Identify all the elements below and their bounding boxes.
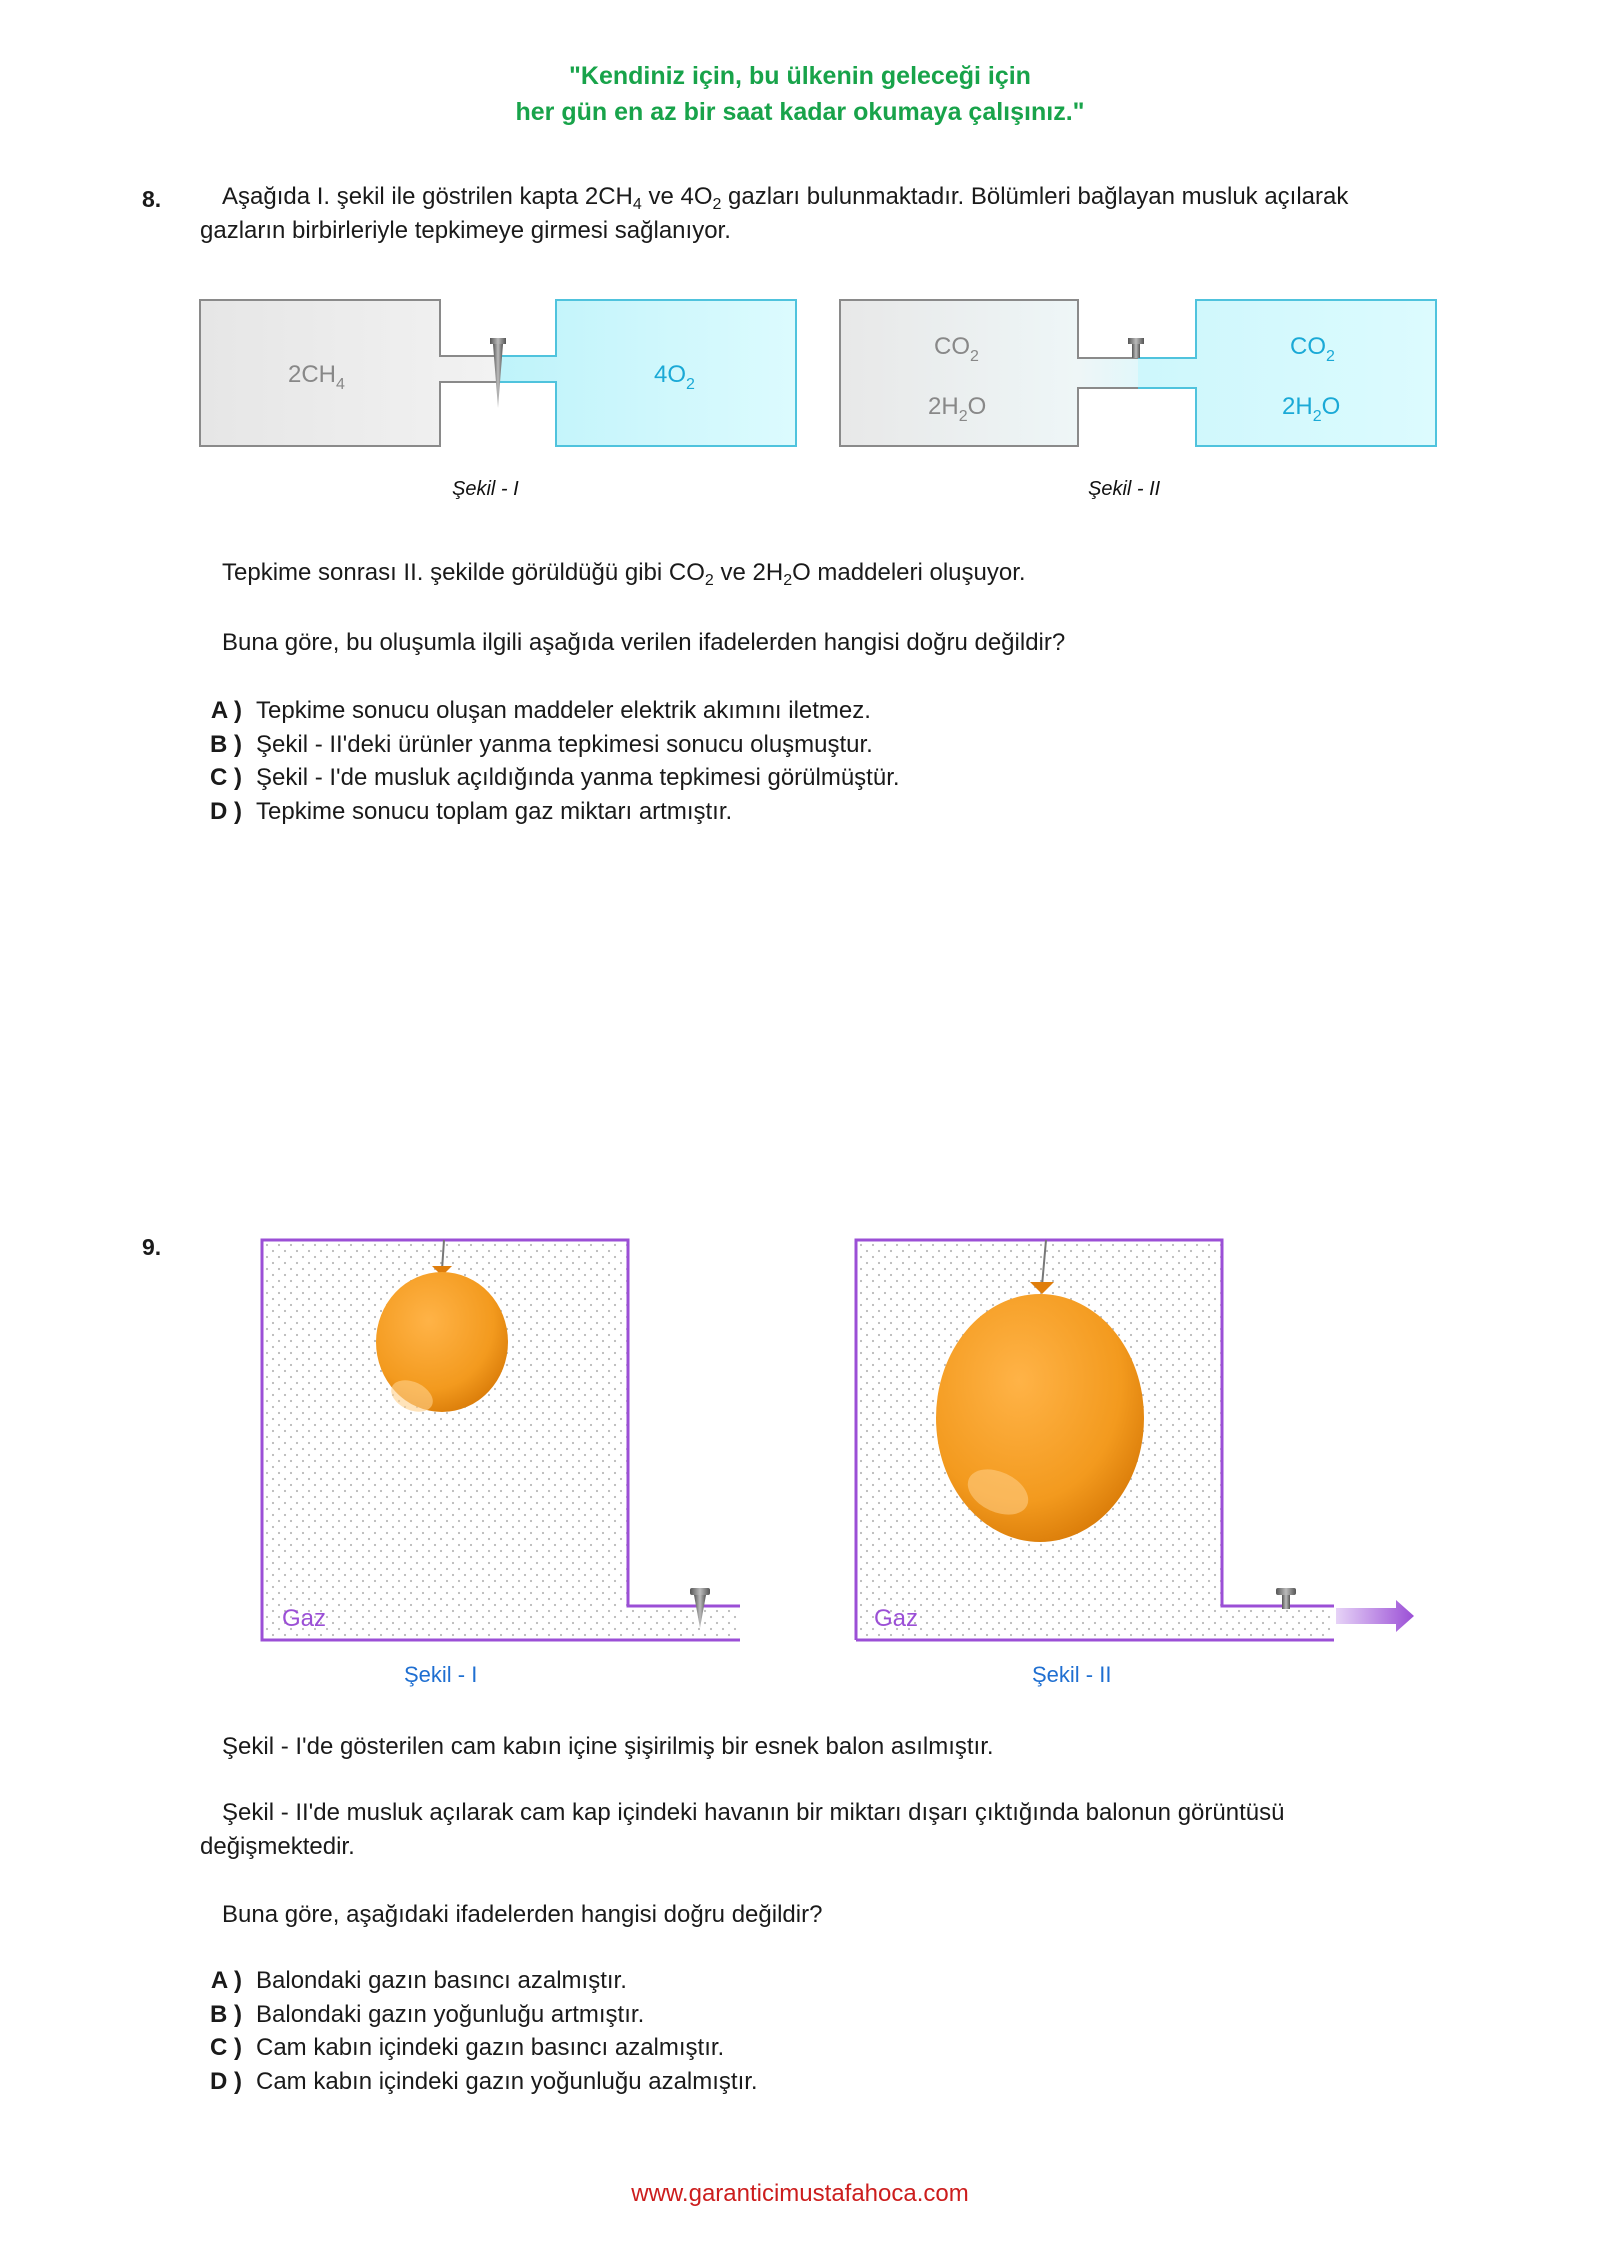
q8-fig1-right-chamber bbox=[498, 300, 796, 446]
header-line-1: "Kendiniz için, bu ülkenin geleceği için bbox=[569, 62, 1031, 90]
q9-option-d[interactable] bbox=[192, 2065, 1432, 2099]
question-8-intro bbox=[200, 180, 1440, 248]
footer-url[interactable]: www.garanticimustafahoca.com bbox=[631, 2180, 969, 2207]
option-text: Balondaki gazın basıncı azalmıştır. bbox=[256, 1967, 627, 1994]
option-label: A ) bbox=[210, 697, 242, 724]
q8-fig2-caption: Şekil - II bbox=[1088, 478, 1161, 500]
q8-after-sub-1: 2 bbox=[704, 572, 714, 589]
option-text: Şekil - II'deki ürünler yanma tepkimesi sonucu oluşmuştur. bbox=[256, 730, 873, 758]
q8-fig1-left-label: $2CH_4$ bbox=[288, 361, 345, 393]
q9-figure-1 bbox=[258, 1236, 748, 1648]
option-label: D ) bbox=[210, 797, 242, 825]
q8-fig2-left-chamber bbox=[840, 300, 1138, 446]
q8-option-d[interactable] bbox=[192, 795, 1432, 829]
q9-figure-2 bbox=[852, 1236, 1422, 1648]
q8-intro-part-c: gazları bulunmaktadır. Bölümleri bağlayan musluk açılarak gazların birbirleriyle tepkimeye girmesi sağlanıyor. bbox=[200, 183, 1349, 244]
q8-figure-1 bbox=[198, 298, 802, 450]
q8-after-part-b: ve 2H bbox=[713, 559, 784, 586]
option-label: C ) bbox=[210, 2034, 242, 2061]
q8-after-reaction bbox=[222, 556, 1442, 590]
header-quote bbox=[0, 58, 1600, 130]
q9-option-b[interactable] bbox=[192, 1998, 1432, 2032]
q9-fig2-gas-label: Gaz bbox=[874, 1605, 919, 1632]
option-label: B ) bbox=[210, 2000, 242, 2028]
q8-after-sub-2: 2 bbox=[783, 572, 793, 589]
q9-fig2-caption: Şekil - II bbox=[1032, 1662, 1112, 1687]
q9-question: Buna göre, aşağıdaki ifadelerden hangisi doğru değildir? bbox=[222, 1901, 823, 1928]
q9-fig1-caption: Şekil - I bbox=[404, 1662, 478, 1687]
q9-options bbox=[192, 1964, 1432, 2098]
q8-fig1-caption: Şekil - I bbox=[452, 478, 519, 500]
q9-fig2-balloon bbox=[936, 1294, 1144, 1542]
option-text: Balondaki gazın yoğunluğu artmıştır. bbox=[256, 2000, 645, 2028]
q8-intro-part-b: ve 4O bbox=[641, 183, 713, 210]
q8-after-part-a: Tepkime sonrası II. şekilde görüldüğü gibi CO bbox=[222, 559, 705, 586]
q8-option-a[interactable] bbox=[192, 694, 1432, 728]
q8-option-c[interactable] bbox=[192, 761, 1432, 795]
q8-fig2-valve bbox=[1128, 338, 1144, 358]
q8-fig2-right-h2o: $2H_2O$ bbox=[1282, 393, 1341, 425]
q9-paragraph-1: Şekil - I'de gösterilen cam kabın içine şişirilmiş bir esnek balon asılmıştır. bbox=[222, 1733, 994, 1760]
q8-after-part-c: O maddeleri oluşuyor. bbox=[792, 559, 1026, 586]
q9-option-c[interactable] bbox=[192, 2031, 1432, 2065]
q9-option-a[interactable] bbox=[192, 1964, 1432, 1998]
q8-fig1-right-label: $4O_2$ bbox=[654, 361, 695, 393]
q8-fig2-left-h2o: $2H_2O$ bbox=[928, 393, 987, 425]
q8-figure-2 bbox=[838, 298, 1442, 450]
option-label: A ) bbox=[210, 1967, 242, 1994]
q8-intro-sub-2: 2 bbox=[712, 196, 722, 213]
q8-fig2-right-co2: $CO_2$ bbox=[1290, 333, 1335, 365]
q9-fig1-gas-label: Gaz bbox=[282, 1605, 327, 1632]
option-text: Şekil - I'de musluk açıldığında yanma tepkimesi görülmüştür. bbox=[256, 764, 900, 791]
q8-intro-sub-1: 4 bbox=[632, 196, 642, 213]
option-label: D ) bbox=[210, 2067, 242, 2095]
option-text: Cam kabın içindeki gazın basıncı azalmıştır. bbox=[256, 2034, 725, 2061]
q9-paragraph-2: Şekil - II'de musluk açılarak cam kap içindeki havanın bir miktarı dışarı çıktığında balonun görüntüsü değişmektedir. bbox=[200, 1799, 1285, 1860]
q8-intro-part-a: Aşağıda I. şekil ile göstrilen kapta 2CH bbox=[222, 183, 633, 210]
question-9-number: 9. bbox=[142, 1234, 162, 1260]
question-8-number: 8. bbox=[142, 186, 162, 212]
q8-question: Buna göre, bu oluşumla ilgili aşağıda verilen ifadelerden hangisi doğru değildir? bbox=[222, 629, 1066, 656]
option-label: C ) bbox=[210, 764, 242, 791]
option-text: Cam kabın içindeki gazın yoğunluğu azalmıştır. bbox=[256, 2067, 758, 2095]
q8-option-b[interactable] bbox=[192, 728, 1432, 762]
header-line-2: her gün en az bir saat kadar okumaya çalışınız." bbox=[515, 98, 1085, 126]
option-text: Tepkime sonucu toplam gaz miktarı artmıştır. bbox=[256, 797, 733, 825]
q9-fig2-airflow-arrow-icon bbox=[1336, 1600, 1414, 1632]
option-text: Tepkime sonucu oluşan maddeler elektrik akımını iletmez. bbox=[256, 697, 871, 724]
q8-fig2-left-co2: $CO_2$ bbox=[934, 333, 979, 365]
q8-options bbox=[192, 694, 1432, 828]
option-label: B ) bbox=[210, 730, 242, 758]
q8-fig1-left-chamber bbox=[200, 300, 498, 446]
